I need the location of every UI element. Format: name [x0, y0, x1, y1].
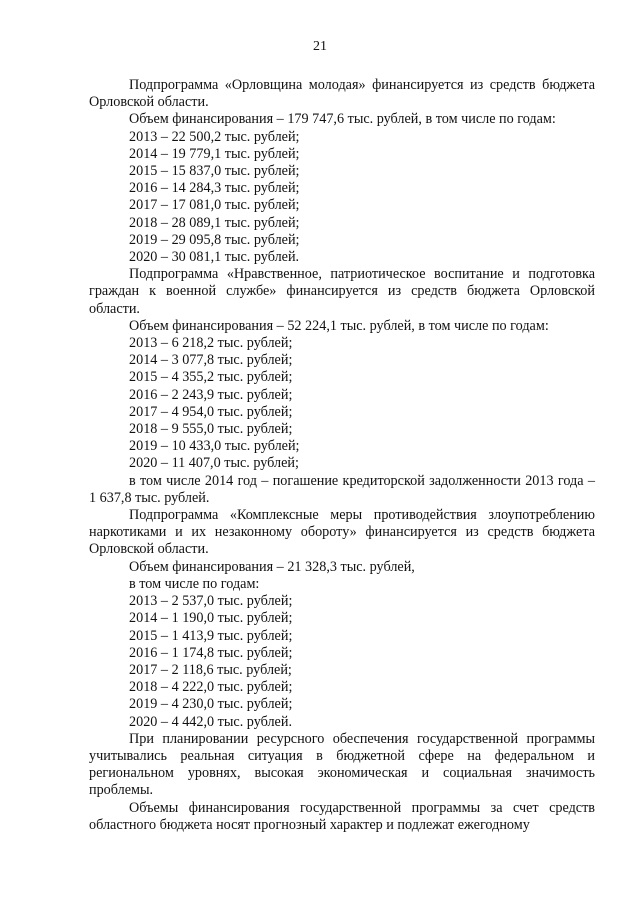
- text-line: 2016 – 2 243,9 тыс. рублей;: [129, 386, 293, 403]
- text-line: 2014 – 1 190,0 тыс. рублей;: [129, 610, 293, 627]
- text-line: 2018 – 9 555,0 тыс. рублей;: [129, 421, 293, 438]
- text-line: 2019 – 10 433,0 тыс. рублей;: [129, 438, 300, 455]
- text-line: Объем финансирования – 52 224,1 тыс. рублей, в том числе по годам:: [129, 317, 549, 334]
- text-line: 2013 – 6 218,2 тыс. рублей;: [129, 335, 293, 352]
- text-line: 2017 – 2 118,6 тыс. рублей;: [129, 661, 292, 678]
- paragraph: Подпрограмма «Комплексные меры противодействия злоупотреблению наркотиками и их незаконному обороту» финансируется из средств бюджета Орловской области.: [89, 507, 595, 558]
- text-line: 2016 – 1 174,8 тыс. рублей;: [129, 644, 293, 661]
- text-line: 2018 – 28 089,1 тыс. рублей;: [129, 214, 300, 231]
- paragraph: При планировании ресурсного обеспечения государственной программы учитывались реальная ситуация в бюджетной сфере на федеральном и региональном уровнях, высокая экономическая и социальная значимость проблемы.: [89, 730, 595, 799]
- text-line: 2020 – 11 407,0 тыс. рублей;: [129, 455, 299, 472]
- text-line: 2013 – 2 537,0 тыс. рублей;: [129, 593, 293, 610]
- paragraph: Подпрограмма «Нравственное, патриотическое воспитание и подготовка граждан к военной службе» финансируется из средств бюджета Орловской области.: [89, 266, 595, 317]
- text-line: Объем финансирования – 179 747,6 тыс. рублей, в том числе по годам:: [129, 111, 556, 128]
- page-number: 21: [313, 39, 327, 54]
- text-line: 2014 – 19 779,1 тыс. рублей;: [129, 145, 300, 162]
- text-line: 2020 – 4 442,0 тыс. рублей.: [129, 713, 292, 730]
- text-line: Объем финансирования – 21 328,3 тыс. рублей,: [129, 558, 415, 575]
- text-line: 2019 – 29 095,8 тыс. рублей;: [129, 231, 300, 248]
- text-line: 2013 – 22 500,2 тыс. рублей;: [129, 128, 300, 145]
- text-line: 2020 – 30 081,1 тыс. рублей.: [129, 249, 300, 266]
- paragraph: Объемы финансирования государственной программы за счет средств областного бюджета носят прогнозный характер и подлежат ежегодному: [89, 799, 595, 833]
- text-line: 2015 – 1 413,9 тыс. рублей;: [129, 627, 293, 644]
- text-line: 2017 – 17 081,0 тыс. рублей;: [129, 197, 300, 214]
- text-line: 2016 – 14 284,3 тыс. рублей;: [129, 180, 300, 197]
- document-body: [89, 77, 595, 834]
- text-line: 2015 – 4 355,2 тыс. рублей;: [129, 369, 293, 386]
- paragraph: в том числе 2014 год – погашение кредиторской задолженности 2013 года – 1 637,8 тыс. рублей.: [89, 472, 595, 506]
- text-line: 2019 – 4 230,0 тыс. рублей;: [129, 696, 293, 713]
- text-line: 2017 – 4 954,0 тыс. рублей;: [129, 403, 293, 420]
- paragraph: Подпрограмма «Орловщина молодая» финансируется из средств бюджета Орловской области.: [89, 77, 595, 111]
- text-line: в том числе по годам:: [129, 575, 260, 592]
- text-line: 2014 – 3 077,8 тыс. рублей;: [129, 352, 293, 369]
- text-line: 2015 – 15 837,0 тыс. рублей;: [129, 163, 300, 180]
- text-line: 2018 – 4 222,0 тыс. рублей;: [129, 679, 293, 696]
